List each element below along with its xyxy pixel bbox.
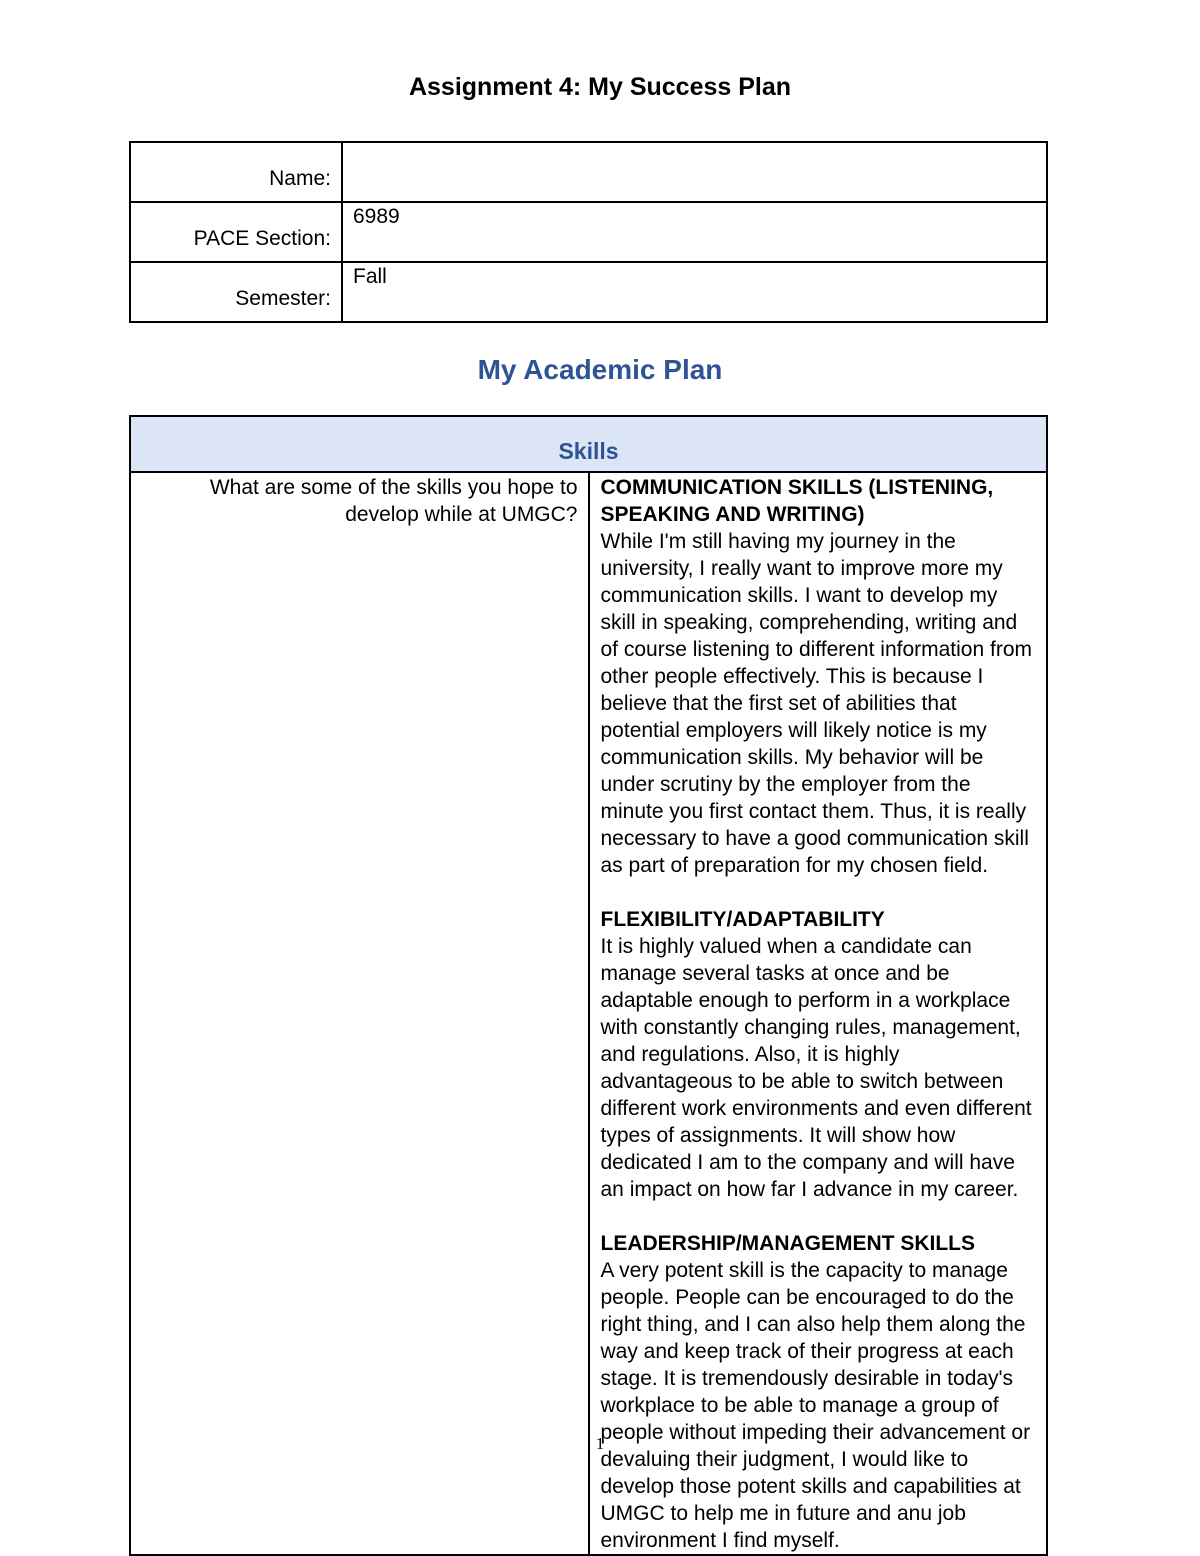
skills-header-row [130, 416, 1047, 472]
skill-heading: LEADERSHIP/MANAGEMENT SKILLS [600, 1232, 976, 1255]
skill-leadership [601, 1230, 1035, 1554]
pace-section-label: PACE Section: [130, 202, 342, 262]
skills-answer[interactable] [589, 472, 1048, 1555]
name-label: Name: [130, 142, 342, 202]
skill-body: A very potent skill is the capacity to manage people. People can be encouraged to do the right thing, and I can also help them along the way and keep track of their progress at each stage. It is tremendously desirable in today's workplace to be able to manage a group of people without impeding their advancement or devaluing their judgment, I would like to develop those potent skills and capabilities at UMGC to help me in future and anu job environment I find myself. [600, 1259, 1031, 1552]
academic-plan-title: My Academic Plan [477, 354, 723, 385]
name-field[interactable] [342, 142, 1047, 202]
skills-question: What are some of the skills you hope to develop while at UMGC? [130, 472, 589, 1555]
skills-table [129, 415, 1048, 1556]
student-info-table [129, 141, 1048, 323]
skill-communication [601, 474, 1035, 879]
skill-heading: FLEXIBILITY/ADAPTABILITY [600, 908, 885, 931]
name-row [130, 142, 1047, 202]
page-number: 1 [595, 1434, 605, 1453]
skill-heading: COMMUNICATION SKILLS (LISTENING, SPEAKING AND WRITING) [600, 476, 994, 526]
semester-label: Semester: [130, 262, 342, 322]
semester-field[interactable]: Fall [342, 262, 1047, 322]
skill-flexibility [601, 906, 1035, 1203]
pace-section-field[interactable]: 6989 [342, 202, 1047, 262]
pace-section-row [130, 202, 1047, 262]
document-title: Assignment 4: My Success Plan [408, 73, 792, 101]
skills-header: Skills [130, 416, 1047, 472]
skills-question-row [130, 472, 1047, 1555]
skill-body: While I'm still having my journey in the university, I really want to improve more my communication skills. I want to develop my skill in speaking, comprehending, writing and of course listening to different information from other people effectively. This is because I believe that the first set of abilities that potential employers will likely notice is my communication skills. My behavior will be under scrutiny by the employer from the minute you first contact them. Thus, it is really necessary to have a good communication skill as part of preparation for my chosen field. [600, 530, 1032, 877]
skill-body: It is highly valued when a candidate can manage several tasks at once and be adaptable enough to perform in a workplace with constantly changing rules, management, and regulations. Also, it is highly advantageous to be able to switch between different work environments and even different types of assignments. It will show how dedicated I am to the company and will have an impact on how far I advance in my career. [600, 935, 1032, 1201]
semester-row [130, 262, 1047, 322]
